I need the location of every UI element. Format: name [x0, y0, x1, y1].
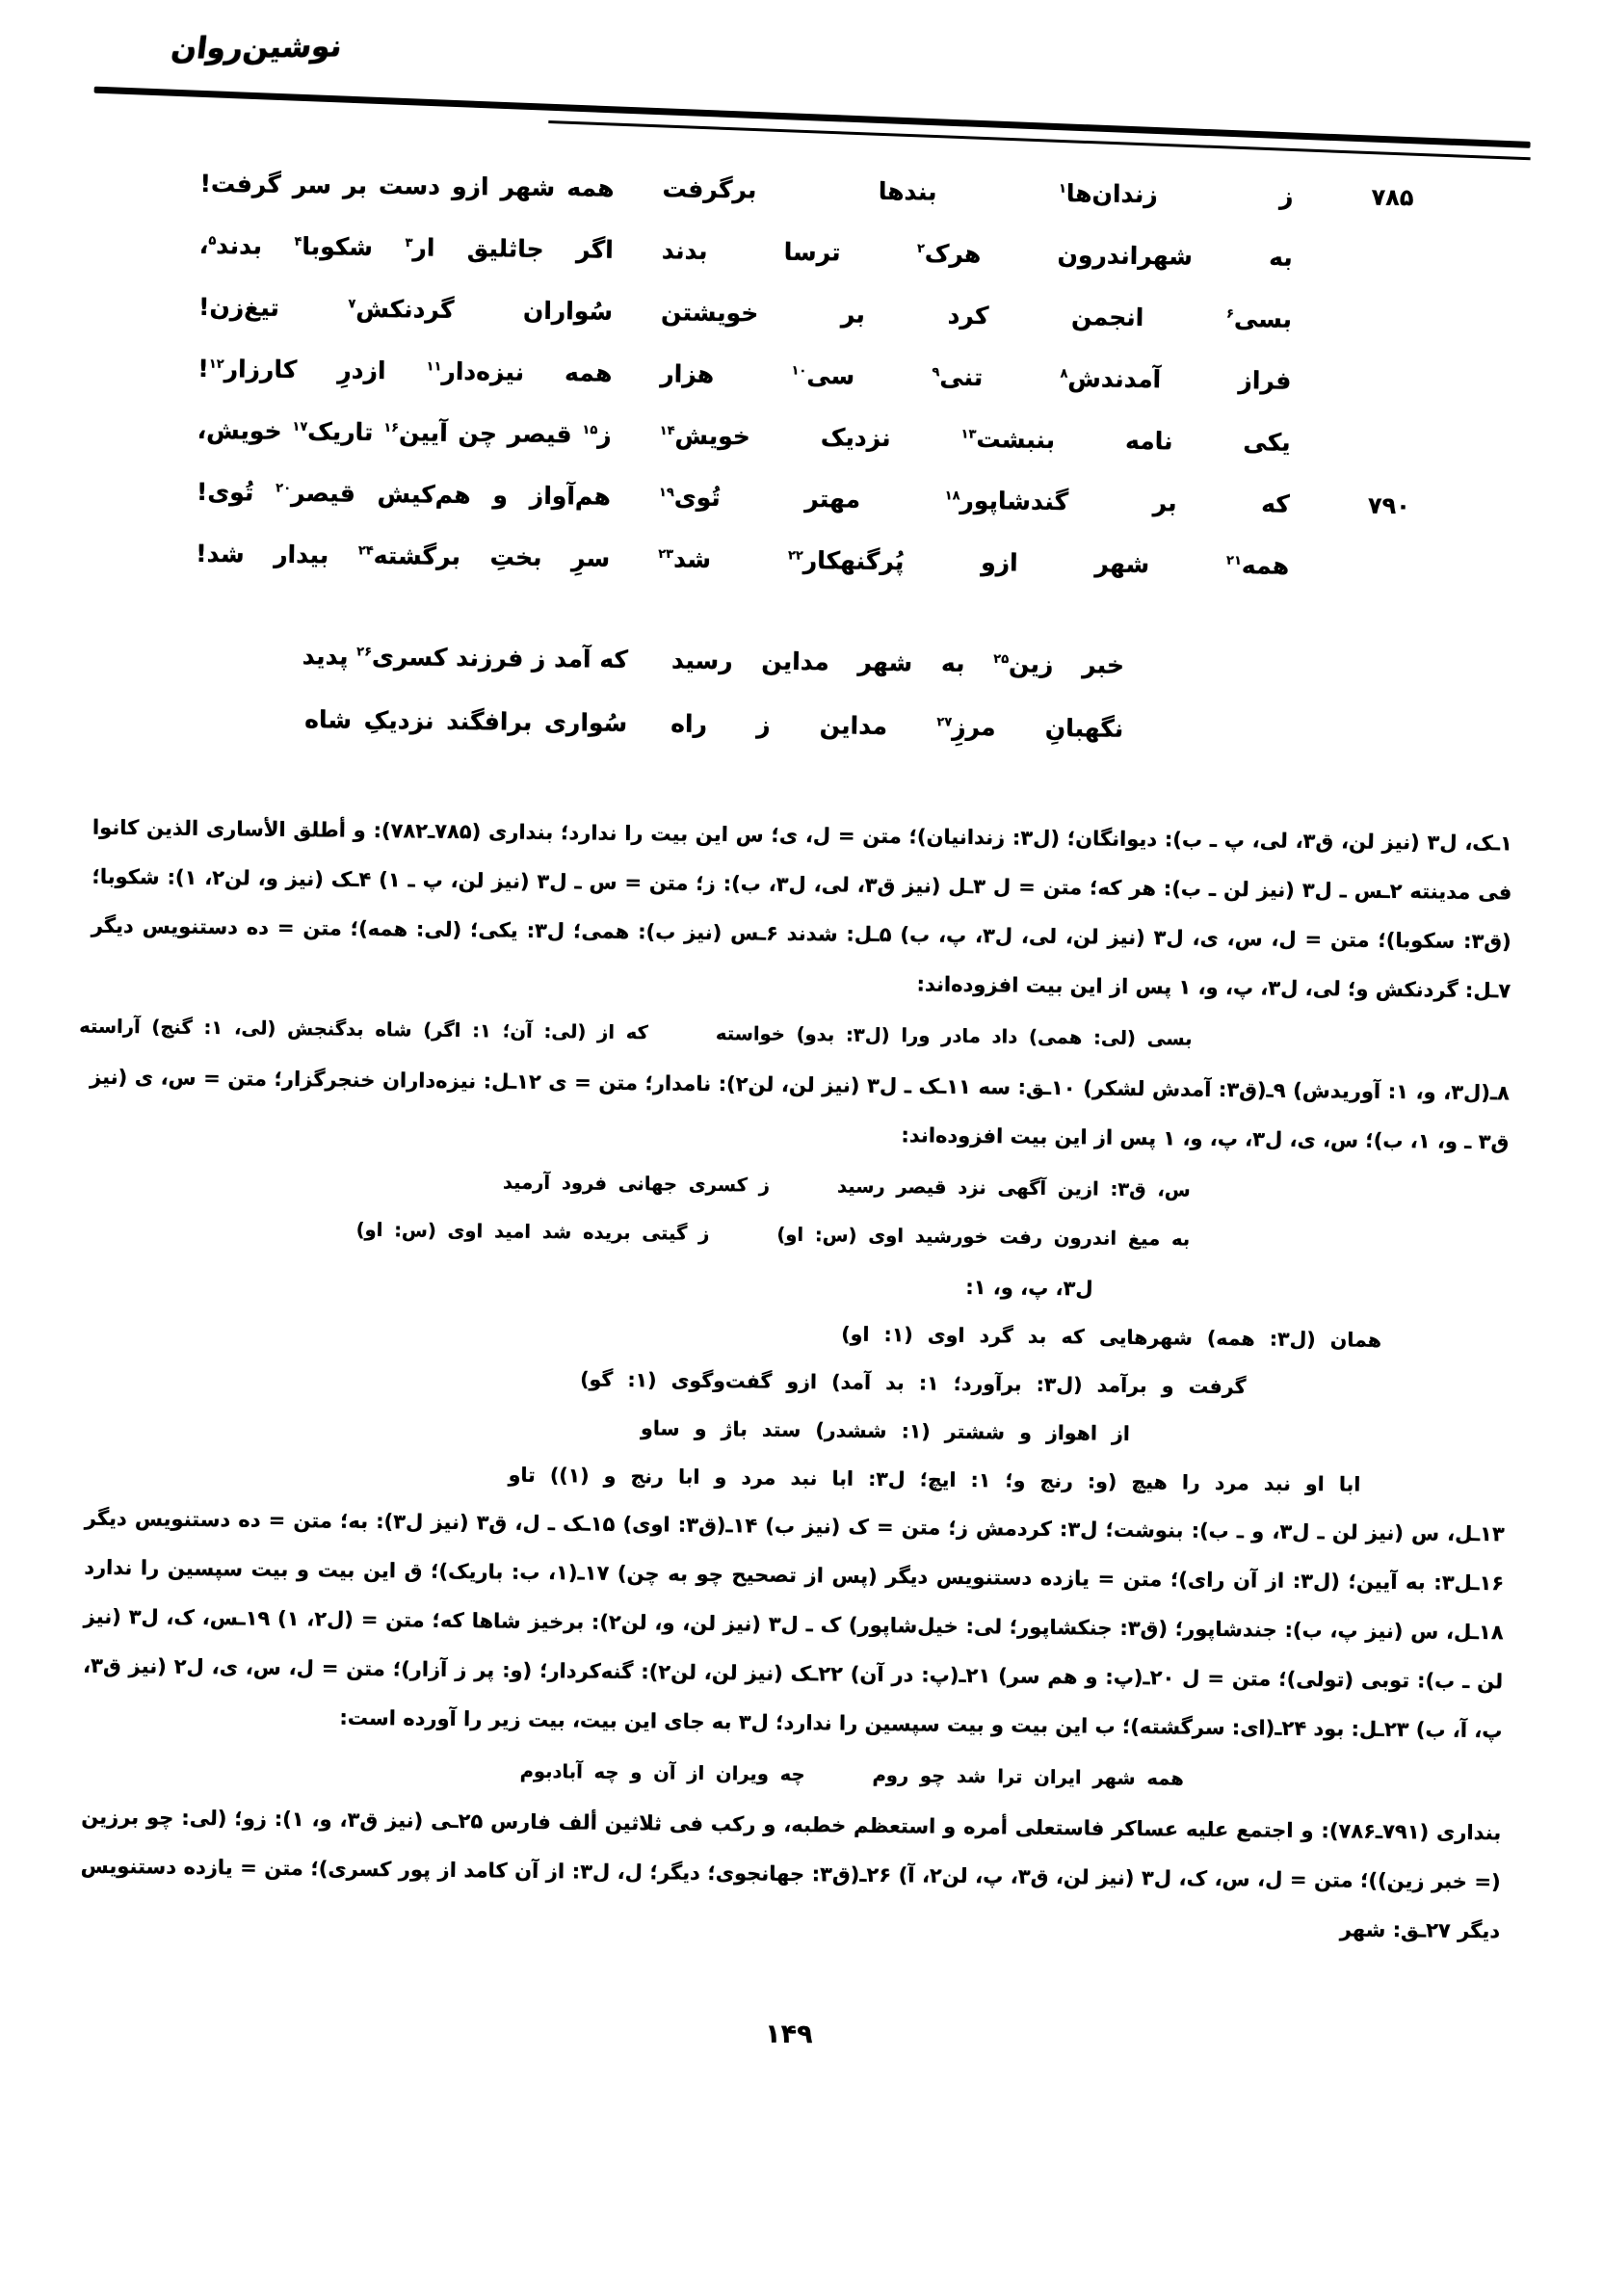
hemistich-left: سُواری برافگند نزدیکِ شاه — [304, 705, 628, 737]
hemistich-right: یکی نامه بنبشت$^{۱۳}$ نزدیک خویش$^{۱۴}$ — [659, 421, 1291, 457]
hemistich-right: همه شهر ایران ترا شد چو روم — [872, 1763, 1184, 1790]
apparatus-footnotes — [80, 804, 1512, 1961]
hemistich-right: بسی (لی: همی) داد مادر ورا (ل۳: بدو) خواسته — [715, 1021, 1193, 1050]
footnote-quoted-couplet-2b — [355, 1207, 1190, 1263]
hemistich-left: همه نیزه‌دار$^{۱۱}$ ازدرِ کارزار$^{۱۲}$! — [197, 354, 613, 387]
verse-number — [1338, 451, 1410, 452]
verse-number — [1337, 574, 1409, 575]
chapter-heading: نوشین‌روان — [169, 29, 345, 66]
hemistich-left: ز گیتی بریده شد امید اوی (س: او) — [355, 1218, 710, 1245]
manuscript-sigla-text: ل۳، پ، و، ۱: — [965, 1275, 1093, 1301]
hemistich-right: فراز آمدندش$^۸$ تنی$^۹$ سی$^{۱۰}$ هزار — [660, 359, 1292, 395]
verse-number: ۷۸۵ — [1371, 183, 1414, 212]
quoted-line: ابا او نبد مرد را هیچ (و: رنج و؛ ۱: ایچ؛ ل۳: ابا نبد مرد و ابا رنج و (۱)) تاو — [508, 1463, 1361, 1496]
verse-block-secondary — [304, 642, 1124, 779]
footnote-paragraph-2: ۸ـ(ل۳، و، ۱: آوریدش) ۹ـ(ق۳: آمدش لشکر) ۱۰ـق: سه ۱۱ـک ـ ل۳ (نیز لن، لن۲): نامدار؛ متن = ی ۱۲ـل: نیزه‌داران خنجرگزار؛ متن = س، ی (نیز ق۳ ـ و، ۱، ب)؛ س، ی، ل۳، پ، و، ۱ پس از این بیت افزوده‌اند: — [89, 1065, 1511, 1154]
quoted-line: گرفت و برآمد (ل۳: برآورد؛ ۱: بد آمد) ازو گفت‌وگوی (۱: گو) — [580, 1367, 1247, 1399]
verse-number — [1340, 328, 1412, 329]
footnote-quoted-couplet-3 — [519, 1749, 1184, 1803]
hemistich-left: ز$^{۱۵}$ قیصر چن آیین$^{۱۶}$ تاریک$^{۱۷}$ خویش، — [197, 415, 612, 449]
hemistich-right: خبر زین$^{۲۵}$ به شهر مداین رسید — [670, 646, 1125, 679]
header-rule — [94, 87, 1531, 148]
quoted-line: همان (ل۳: همه) شهرهایی که بد گرد اوی (۱: او) — [841, 1322, 1382, 1352]
hemistich-right: همه$^{۲۱}$ شهر ازو پُرگنهکار$^{۲۲}$ شد$^{۲۳}$ — [658, 544, 1290, 580]
hemistich-left: چه ویران از آن و چه آبادبوم — [519, 1759, 805, 1786]
hemistich-right: ز زندان‌ها$^۱$ بندها برگرفت — [662, 174, 1294, 210]
footnote-quoted-couplet-2a — [503, 1160, 1191, 1214]
page-number: ۱۴۹ — [764, 2019, 813, 2050]
hemistich-left: هم‌آواز و هم‌کیش قیصر$^{۲۰}$ تُوی! — [196, 477, 612, 511]
hemistich-right: بسی$^۶$ انجمن کرد بر خویشتن — [660, 298, 1293, 333]
verse-couplet — [304, 642, 1124, 715]
verse-block-main — [196, 169, 1414, 615]
hemistich-left: که از (لی: آن؛ ۱: اگر) شاه بدگنجش (لی، ۱: گنج) آراسته — [79, 1015, 649, 1044]
hemistich-right: س، ق۳: ازین آگهی نزد قیصر رسید — [836, 1174, 1191, 1201]
hemistich-left: که آمد ز فرزند کسری$^{۲۶}$ پدید — [302, 642, 629, 673]
footnote-quoted-couplet-1 — [79, 1004, 1193, 1063]
hemistich-right: به شهراندرون هرک$^۲$ ترسا بدند — [661, 236, 1293, 272]
hemistich-right: به میغ اندرون رفت خورشید اوی (س: او) — [776, 1223, 1191, 1251]
hemistich-left: ز کسری جهانی فرود آرمید — [502, 1171, 771, 1197]
hemistich-left: سرِ بختِ برگشته$^{۲۴}$ بیدار شد! — [196, 539, 611, 572]
verse-number: ۷۹۰ — [1367, 491, 1411, 520]
verse-number — [1341, 266, 1413, 267]
footnote-quoted-lines — [85, 1302, 1507, 1511]
hemistich-right: نگهبانِ مرزِ$^{۲۷}$ مداین ز راه — [670, 709, 1124, 743]
hemistich-left: اگر جاثلیق ار$^۳$ شکوبا$^۴$ بدند$^۵$، — [198, 230, 614, 264]
footnote-paragraph-4: بنداری (۷۹۱ـ۷۸۶): و اجتمع علیه عساکر فاستعلی أمره و استعظم خطبه، و رکب فی ثلاثین ألف فارس ۲۵ـی (نیز ق۳، و، ۱): زو؛ (لی: چو برزین (= خبر زین))؛ متن = ل، س، ک، ل۳ (نیز لن، ق۳، پ، لن۲، آ) ۲۶ـ(ق۳: جهانجوی؛ دیگر؛ ل، ل۳: از آن کامد از پور کسری)؛ متن = یازده دستنویس دیگر ۲۷ـق: شهر — [80, 1805, 1502, 1943]
hemistich-left: سُواران گردنکش$^۷$ تیغ‌زن! — [197, 292, 614, 326]
verse-couplet — [196, 539, 1410, 615]
footnote-paragraph-3: ۱۳ـل، س (نیز لن ـ ل۳، و ـ ب): بنوشت؛ ل۳: کردمش ز؛ متن = ک (نیز ب) ۱۴ـ(ق۳: اوی) ۱۵ـک ـ ل، ق۳ (نیز ل۳): به؛ متن = ده دستنویس دیگر ۱۶ـل۳: به آیین؛ (ل۳: از آن رای)؛ متن = یازده دستنویس دیگر (پس از تصحیح چو به چن) ۱۷ـ(۱، ب: باریک)؛ ق این بیت و بیت سپسین را ندارد ۱۸ـل، س (نیز پ، ب): جندشاپور؛ (ق۳: جنکشاپور؛ لی: خیل‌شاپور) ک ـ ل۳ (نیز لن، و، لن۲): برخیز شاها که؛ متن = (ل۲، ۱) ۱۹ـس، ک، ل۳ (نیز لن ـ ب): توبی (تولی)؛ متن = ل ۲۰ـ(پ: و هم سر) ۲۱ـ(پ: در آن) ۲۲ـک (نیز لن، لن۲): گنه‌کردار؛ (و: پر ز آزار)؛ متن = ل، س، ی، ل۲ (نیز ق۳، پ، آ، ب) ۲۳ـل: بود ۲۴ـ(ای: سرگشته)؛ ب این بیت و بیت سپسین را ندارد؛ ل۳ به جای این بیت، بیت زیر را آورده است: — [82, 1506, 1505, 1743]
verse-number — [1339, 389, 1411, 390]
verse-couplet — [304, 705, 1124, 779]
quoted-line: از اهواز و ششتر (۱: ششدر) ستد باژ و ساو — [640, 1416, 1131, 1445]
footnote-paragraph-1: ۱ـک، ل۳ (نیز لن، ق۳، لی، پ ـ ب): دیوانگان؛ (ل۳: زندانیان)؛ متن = ل، ی؛ س این بیت را ندارد؛ بنداری (۷۸۵ـ۷۸۲): و أطلق الأساری الذین کانوا فی مدینته ۲ـس ـ ل۳ (نیز لن ـ ب): هر که؛ متن = ل ۳ـل (نیز ق۳، لی، ل۳، ب): ز؛ متن = س ـ ل۳ (نیز لن، پ ـ ۱) ۴ـک (نیز و، لن۲، ۱): شکوبا؛ (ق۳: سکوبا)؛ متن = ل، س، ی، ل۳ (نیز لن، لی، ل۳، پ، ب) ۵ـل: شدند ۶ـس (نیز ب): همی؛ ل۳: یکی؛ (لی: همه)؛ متن = ده دستنویس دیگر ۷ـل: گردنکش و؛ لی، ل۳، پ، و، ۱ پس از این بیت افزوده‌اند: — [91, 815, 1513, 1003]
hemistich-right: که بر گندشاپور$^{۱۸}$ مهتر تُوی$^{۱۹}$ — [658, 483, 1291, 518]
hemistich-left: همه شهر ازو دست بر سر گرفت! — [199, 169, 615, 202]
